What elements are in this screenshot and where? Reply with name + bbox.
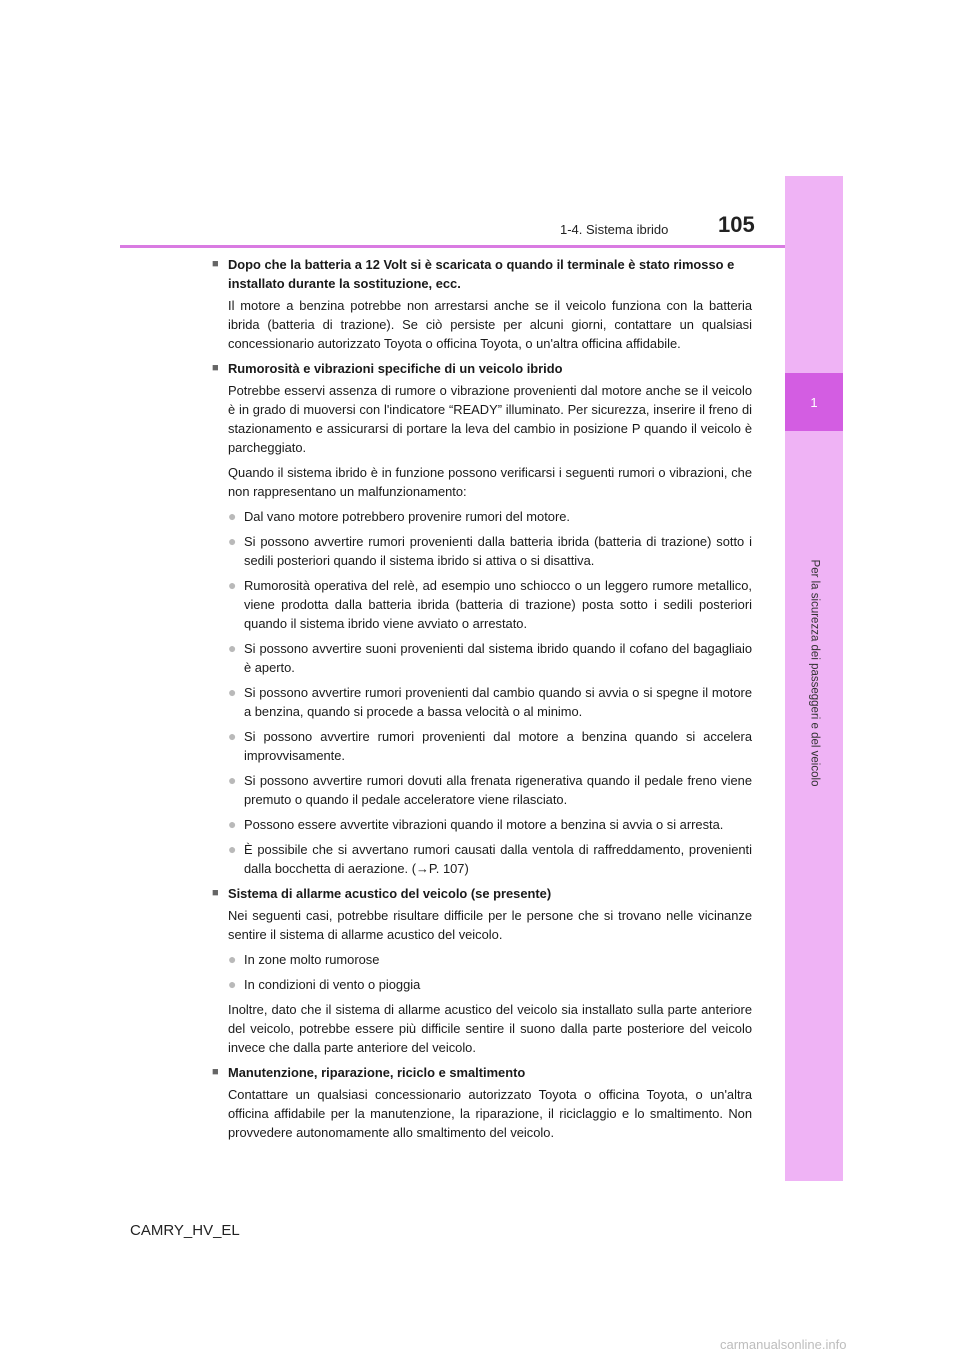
list-item [228,576,752,633]
round-bullet-icon: ● [228,533,237,549]
model-code: CAMRY_HV_EL [130,1222,240,1239]
paragraph: Il motore a benzina potrebbe non arrestarsi anche se il veicolo funziona con la batteria ibrida (batteria di trazione). Se ciò persiste per alcuni giorni, contattare un qualsiasi concessionario autorizzato Toyota o officina Toyota, o un'altra officina affidabile. [228,298,752,351]
paragraph: Potrebbe esservi assenza di rumore o vibrazione provenienti dal motore anche se il veicolo è in grado di muoversi con l'indicatore “READY” illuminato. Per sicurezza, inserire il freno di stazionamento e assicurarsi di portare la leva del cambio in posizione P quando il veicolo è parcheggiato. [228,383,752,455]
list-item [228,950,752,969]
square-bullet-icon: ■ [212,258,219,270]
list-item [228,507,752,526]
list-item [228,639,752,677]
list-item-text: Si possono avvertire rumori provenienti dal motore a benzina quando si accelera improvvisamente. [244,729,752,763]
list-item-text: Si possono avvertire rumori provenienti dalla batteria ibrida (batteria di trazione) sotto i sedili posteriori quando il sistema ibrido si attiva o si disattiva. [244,534,752,568]
list-item [228,727,752,765]
round-bullet-icon: ● [228,951,237,967]
round-bullet-icon: ● [228,772,237,788]
round-bullet-icon: ● [228,577,237,593]
list-item-text: Si possono avvertire rumori provenienti dal cambio quando si avvia o si spegne il motore a benzina, quando si procede a bassa velocità o al minimo. [244,685,752,719]
list-item-text: Si possono avvertire suoni provenienti dal sistema ibrido quando il cofano del bagagliaio è aperto. [244,641,752,675]
header-rule [120,245,785,248]
list-item [228,683,752,721]
section-heading-text: Rumorosità e vibrazioni specifiche di un veicolo ibrido [228,361,563,376]
round-bullet-icon: ● [228,976,237,992]
section-heading [212,359,752,378]
paragraph: Nei seguenti casi, potrebbe risultare difficile per le persone che si trovano nelle vicinanze sentire il sistema di allarme acustico del veicolo. [228,908,752,942]
section-heading [212,1063,752,1082]
round-bullet-icon: ● [228,841,237,857]
chapter-title: Per la sicurezza dei passeggeri e del veicolo [808,559,820,787]
list-item-text: Si possono avvertire rumori dovuti alla frenata rigenerativa quando il pedale freno viene premuto o quando il pedale acceleratore viene rilasciato. [244,773,752,807]
round-bullet-icon: ● [228,728,237,744]
list-item-text: Dal vano motore potrebbero provenire rumori del motore. [244,509,571,524]
section-heading-text: Sistema di allarme acustico del veicolo (se presente) [228,886,552,901]
round-bullet-icon: ● [228,684,237,700]
paragraph: Quando il sistema ibrido è in funzione possono verificarsi i seguenti rumori o vibrazioni, che non rappresentano un malfunzionamento: [228,465,752,499]
square-bullet-icon: ■ [212,887,219,899]
section-heading-text: Dopo che la batteria a 12 Volt si è scaricata o quando il terminale è stato rimosso e installato durante la sostituzione, ecc. [228,257,735,291]
watermark: carmanualsonline.info [720,1337,847,1352]
list-item [228,815,752,834]
running-section-title: 1-4. Sistema ibrido [560,222,669,237]
page-number: 105 [718,212,755,237]
chapter-tab[interactable] [785,373,843,431]
list-item-text: Possono essere avvertite vibrazioni quando il motore a benzina si avvia o si arresta. [244,817,724,832]
list-item-text: In condizioni di vento o pioggia [244,977,421,992]
list-item-text: In zone molto rumorose [244,952,380,967]
list-item [228,840,752,878]
chapter-title-container [785,438,843,908]
square-bullet-icon: ■ [212,362,219,374]
round-bullet-icon: ● [228,816,237,832]
paragraph: Contattare un qualsiasi concessionario autorizzato Toyota o officina Toyota, o un'altra officina affidabile per la manutenzione, la riparazione, il riciclaggio e lo smaltimento. Non provvedere autonomamente allo smaltimento del veicolo. [228,1087,752,1140]
page-content [212,255,752,1148]
section-heading [212,884,752,903]
chapter-tab-number: 1 [810,394,818,410]
list-item-text: Rumorosità operativa del relè, ad esempio uno schiocco o un leggero rumore metallico, viene prodotta dalla batteria ibrida (batteria di trazione) posta sotto i sedili posteriori quando il sistema ibrido viene avviato o arrestato. [244,578,752,631]
section-heading [212,255,752,293]
list-item [228,532,752,570]
round-bullet-icon: ● [228,508,237,524]
paragraph: Inoltre, dato che il sistema di allarme acustico del veicolo sia installato sulla parte anteriore del veicolo, potrebbe essere più difficile sentire il suono dalla parte posteriore del veicolo invece che dalla parte anteriore del veicolo. [228,1002,752,1055]
round-bullet-icon: ● [228,640,237,656]
list-item [228,771,752,809]
square-bullet-icon: ■ [212,1066,219,1078]
chapter-sidebar [785,176,843,1181]
section-heading-text: Manutenzione, riparazione, riciclo e smaltimento [228,1065,526,1080]
list-item [228,975,752,994]
list-item-text: È possibile che si avvertano rumori causati dalla ventola di raffreddamento, provenienti dalla bocchetta di aerazione. (→P. 107) [244,842,752,876]
